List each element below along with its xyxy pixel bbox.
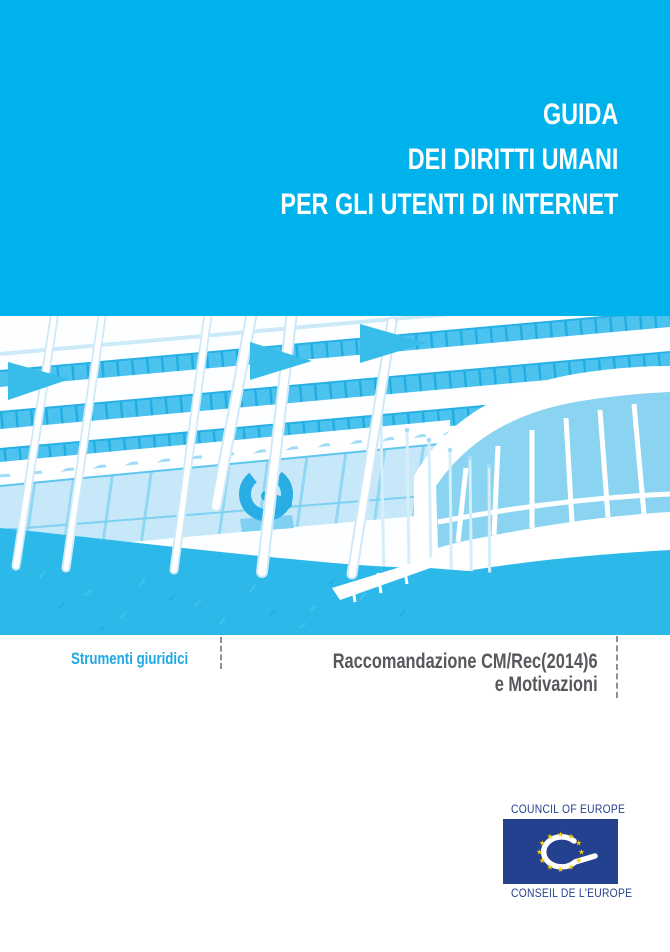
svg-text:★: ★ xyxy=(567,862,575,872)
cover-header xyxy=(0,0,670,316)
svg-text:★: ★ xyxy=(546,832,554,842)
council-of-europe-logo xyxy=(503,802,633,900)
svg-text:★: ★ xyxy=(567,832,575,842)
title-line-1: GUIDA xyxy=(542,98,618,131)
svg-text:★: ★ xyxy=(538,856,546,866)
subtitle-line-1: Raccomandazione CM/Rec(2014)6 xyxy=(333,650,598,673)
dashed-separator-left xyxy=(220,637,222,669)
svg-text:★: ★ xyxy=(538,838,546,848)
dashed-separator-right xyxy=(616,636,618,698)
series-label: Strumenti giuridici xyxy=(71,649,189,668)
building-photo xyxy=(0,316,670,635)
svg-text:★: ★ xyxy=(578,847,585,857)
svg-text:★: ★ xyxy=(575,856,583,866)
logo-text-english: COUNCIL OF EUROPE xyxy=(511,802,626,816)
subtitle-line-2: e Motivazioni xyxy=(495,673,598,696)
svg-text:★: ★ xyxy=(536,847,543,857)
logo-text-french: CONSEIL DE L'EUROPE xyxy=(511,886,633,900)
title-line-2: DEI DIRITTI UMANI xyxy=(407,143,618,176)
cover-title xyxy=(280,92,618,227)
title-line-3: PER GLI UTENTI DI INTERNET xyxy=(279,188,618,221)
svg-text:★: ★ xyxy=(557,829,564,839)
recommendation-subtitle xyxy=(333,650,598,696)
svg-text:★: ★ xyxy=(546,862,554,872)
svg-text:★: ★ xyxy=(575,838,583,848)
svg-text:★: ★ xyxy=(557,864,564,874)
europe-stars-emblem xyxy=(503,819,618,884)
